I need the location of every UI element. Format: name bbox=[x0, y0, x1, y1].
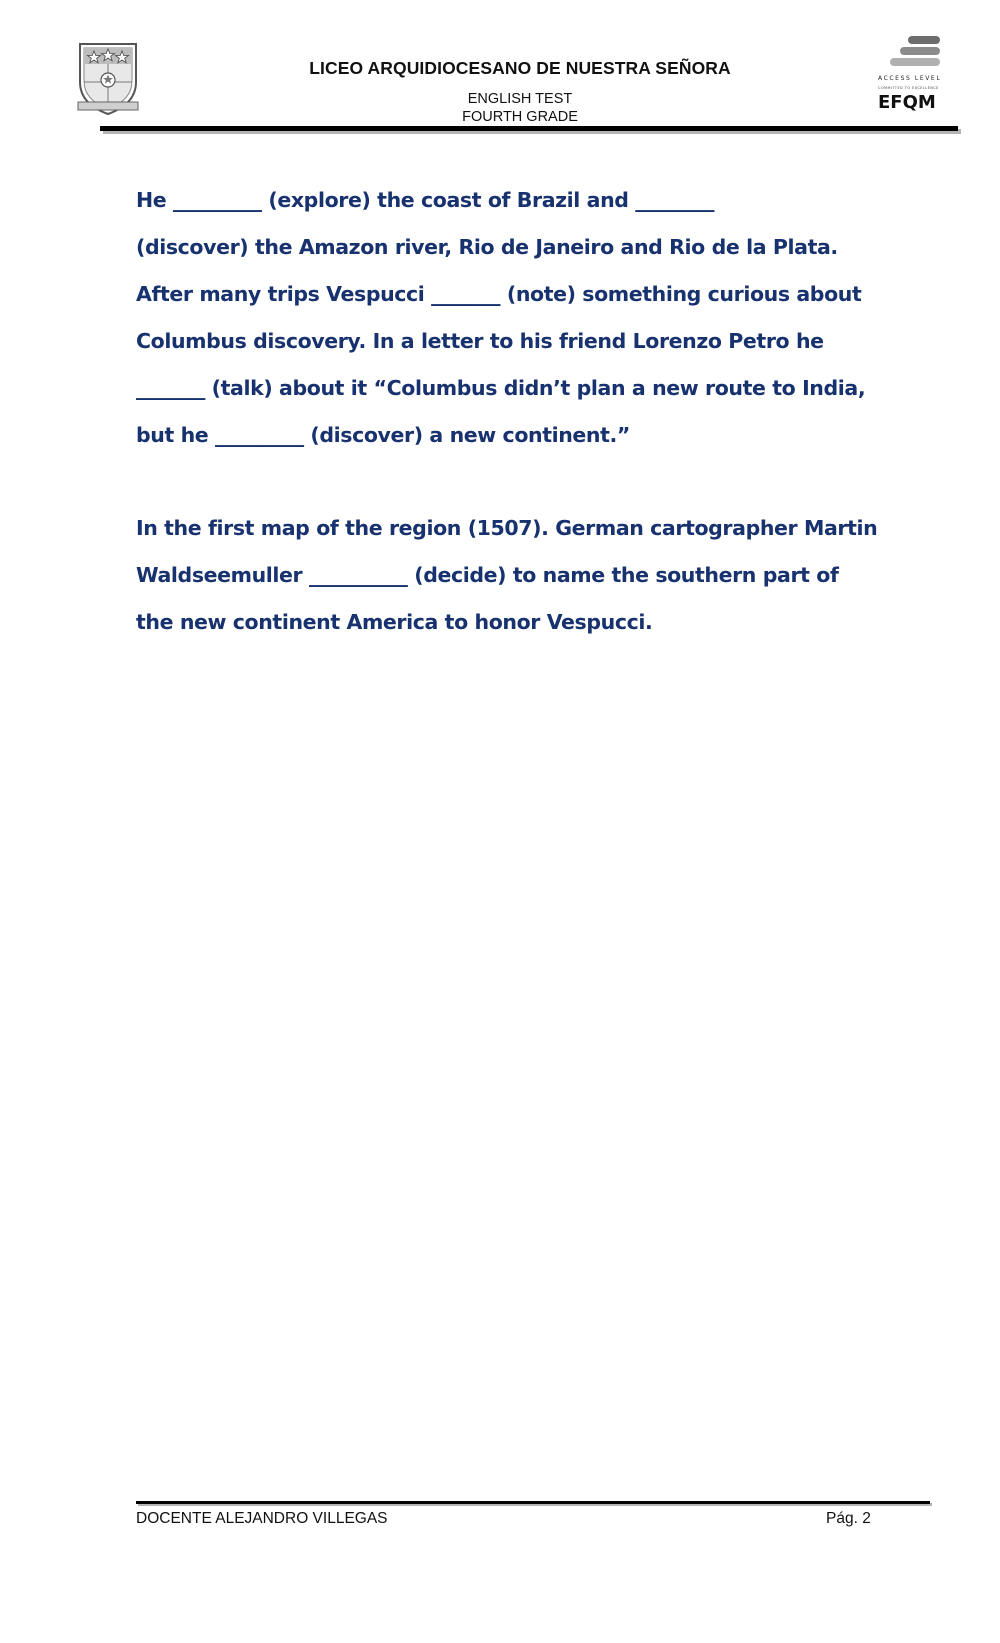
text-line: (discover) the Amazon river, Rio de Janeiro and Rio de la Plata. bbox=[136, 235, 838, 259]
text-line: the new continent America to honor Vespucci. bbox=[136, 610, 653, 634]
access-level-text: ACCESS LEVEL bbox=[878, 75, 942, 82]
school-crest-logo bbox=[74, 36, 142, 116]
footer-teacher-name: DOCENTE ALEJANDRO VILLEGAS bbox=[136, 1510, 388, 1527]
footer-page-number: Pág. 2 bbox=[826, 1510, 871, 1527]
paragraph-first-map bbox=[136, 505, 916, 646]
paragraph-vespucci-letter bbox=[136, 177, 916, 459]
text-line: After many trips Vespucci _______ (note) something curious about bbox=[136, 282, 862, 306]
text-line: Waldseemuller __________ (decide) to name the southern part of bbox=[136, 563, 839, 587]
committed-text: COMMITTED TO EXCELLENCE bbox=[878, 86, 939, 90]
worksheet-body bbox=[136, 177, 916, 646]
efqm-brand-text: EFQM bbox=[878, 92, 936, 113]
test-subject: ENGLISH TEST bbox=[467, 91, 573, 107]
text-line: but he _________ (discover) a new continent.” bbox=[136, 423, 630, 447]
test-grade: FOURTH GRADE bbox=[462, 109, 578, 125]
text-line: He _________ (explore) the coast of Brazil and ________ bbox=[136, 188, 715, 212]
text-line: _______ (talk) about it “Columbus didn’t plan a new route to India, bbox=[136, 376, 866, 400]
institution-name: LICEO ARQUIDIOCESANO DE NUESTRA SEÑORA bbox=[309, 58, 731, 78]
footer-rule bbox=[136, 1501, 930, 1504]
header-rule bbox=[100, 126, 958, 131]
text-line: Columbus discovery. In a letter to his friend Lorenzo Petro he bbox=[136, 329, 824, 353]
paragraph-gap bbox=[136, 459, 916, 505]
efqm-access-level-logo bbox=[878, 34, 962, 116]
text-line: In the first map of the region (1507). German cartographer Martin bbox=[136, 516, 878, 540]
